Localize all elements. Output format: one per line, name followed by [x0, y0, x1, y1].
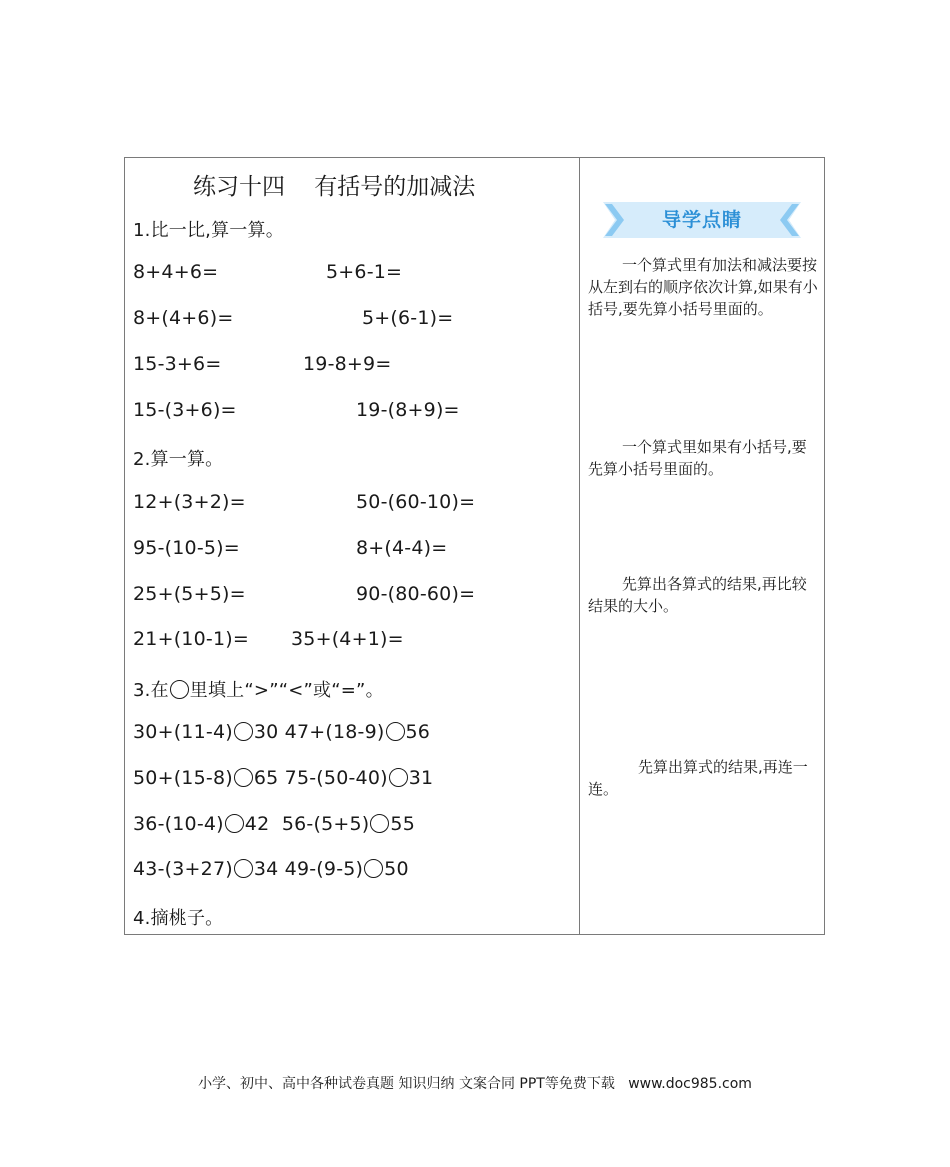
- tip-3: 先算出各算式的结果,再比较结果的大小。: [588, 575, 807, 615]
- problem: 50-(60-10)=: [356, 491, 476, 513]
- answer-circle-icon[interactable]: [386, 722, 405, 741]
- answer-circle-icon[interactable]: [364, 859, 383, 878]
- problem: 5+(6-1)=: [362, 307, 454, 329]
- tip-1: 一个算式里有加法和减法要按从左到右的顺序依次计算,如果有小括号,要先算小括号里面的。: [588, 256, 818, 318]
- tip-2: 一个算式里如果有小括号,要先算小括号里面的。: [588, 438, 807, 478]
- problem: 8+4+6=: [133, 261, 219, 283]
- section2-heading: 2.算一算。: [133, 449, 224, 470]
- problem: 15-(3+6)=: [133, 399, 237, 421]
- problem: 15-3+6=: [133, 353, 222, 375]
- tip-4: 先算出算式的结果,再连一连。: [588, 758, 808, 798]
- section3-heading: [133, 676, 384, 702]
- answer-circle-icon[interactable]: [234, 722, 253, 741]
- guide-badge-label: 导学点睛: [661, 209, 742, 231]
- section1-heading: 1.比一比,算一算。: [133, 220, 284, 241]
- guide-badge: [603, 202, 801, 238]
- problem: 19-(8+9)=: [356, 399, 460, 421]
- worksheet-title: 练习十四 有括号的加减法: [193, 174, 476, 200]
- problem: 95-(10-5)=: [133, 537, 240, 559]
- problem: 5+6-1=: [326, 261, 403, 283]
- problem: 12+(3+2)=: [133, 491, 246, 513]
- worksheet-table: [124, 157, 825, 935]
- problem: 19-8+9=: [303, 353, 392, 375]
- answer-circle-icon[interactable]: [234, 768, 253, 787]
- column-divider: [579, 158, 580, 934]
- problem: 8+(4-4)=: [356, 537, 448, 559]
- answer-circle-icon: [170, 680, 189, 699]
- compare-row: 36-(10-4) 42 56-(5+5) 55: [133, 813, 415, 835]
- problem: 8+(4+6)=: [133, 307, 234, 329]
- problem: 25+(5+5)=: [133, 583, 246, 605]
- compare-row: 30+(11-4) 30 47+(18-9) 56: [133, 721, 431, 743]
- section3-heading-pre: 3.在: [133, 680, 169, 701]
- answer-circle-icon[interactable]: [225, 814, 244, 833]
- compare-row: 50+(15-8) 65 75-(50-40) 31: [133, 767, 434, 789]
- answer-circle-icon[interactable]: [389, 768, 408, 787]
- section4-heading: 4.摘桃子。: [133, 908, 224, 929]
- compare-row: 43-(3+27) 34 49-(9-5) 50: [133, 858, 409, 880]
- problem: 35+(4+1)=: [291, 628, 404, 650]
- section3-heading-post: 里填上“>”“<”或“=”。: [189, 680, 384, 701]
- problem: 90-(80-60)=: [356, 583, 476, 605]
- answer-circle-icon[interactable]: [234, 859, 253, 878]
- footer-banner: 小学、初中、高中各种试卷真题 知识归纳 文案合同 PPT等免费下载 www.doc985.com: [198, 1076, 752, 1092]
- answer-circle-icon[interactable]: [370, 814, 389, 833]
- problem: 21+(10-1)=: [133, 628, 249, 650]
